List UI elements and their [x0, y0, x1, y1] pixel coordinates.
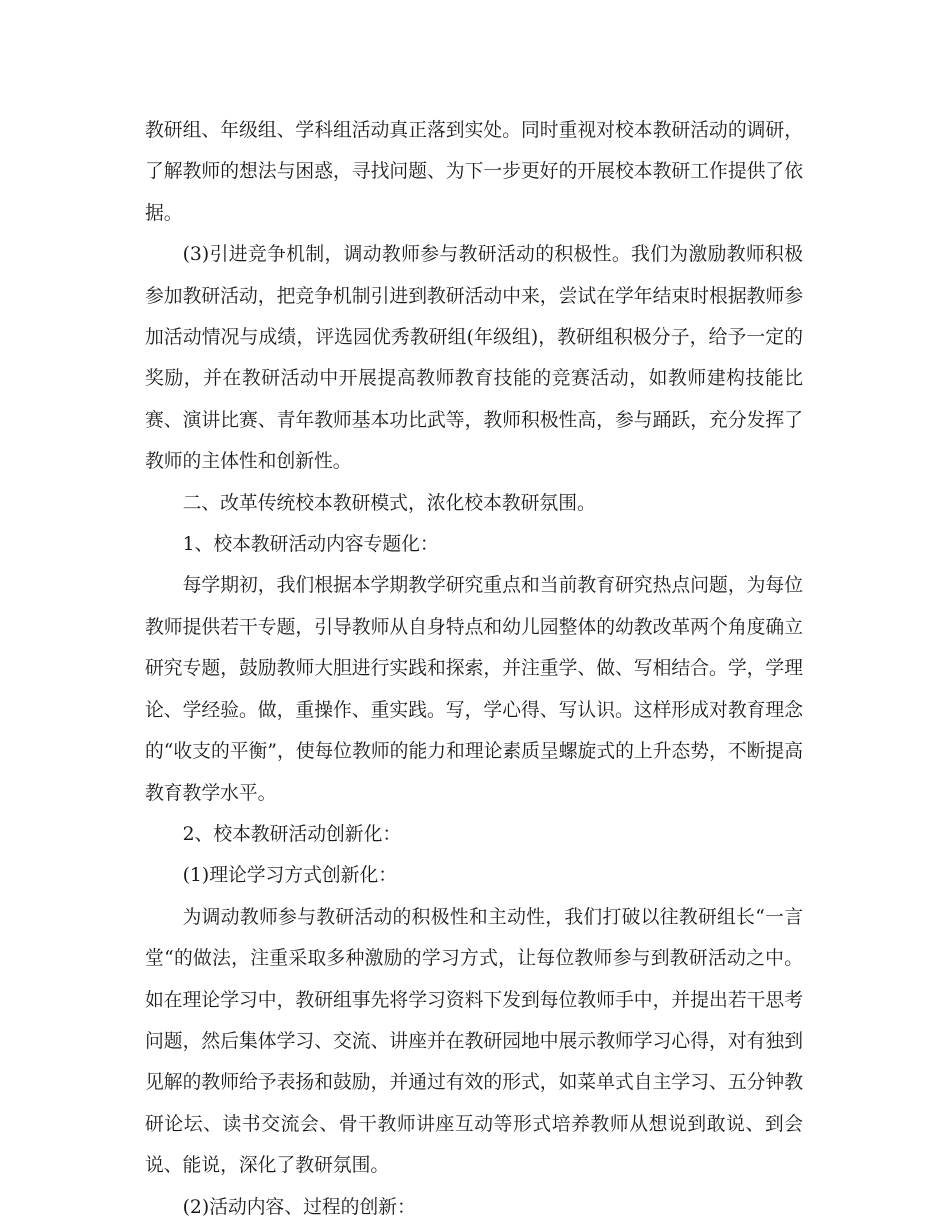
subheading-1: 1、校本教研活动内容专题化： — [182, 534, 439, 556]
section-heading-2: 二、改革传统校本教研模式，浓化校本教研氛围。 — [182, 492, 596, 514]
paragraph-1: 教研组、年级组、学科组活动真正落到实处。同时重视对校本教研活动的调研，了解教师的想法与困惑，寻找问题、为下一步更好的开展校本教研工作提供了依据。 — [145, 120, 803, 224]
paragraph-3: 每学期初，我们根据本学期教学研究重点和当前教育研究热点问题，为每位教师提供若干专题，引导教师从自身特点和幼儿园整体的幼教改革两个角度确立研究专题，鼓励教师大胆进行实践和探索，并注重学、做、写相结合。学，学理论、学经验。做，重操作、重实践。写，学心得、写认识。这样形成对教育理念的“收支的平衡”，使每位教师的能力和理论素质呈螺旋式的上升态势，不断提高教育教学水平。 — [145, 575, 803, 804]
subheading-2: 2、校本教研活动创新化： — [182, 823, 402, 845]
paragraph-2: (3)引进竞争机制，调动教师参与教研活动的积极性。我们为激励教师积极参加教研活动，把竞争机制引进到教研活动中来，尝试在学年结束时根据教师参加活动情况与成绩，评选园优秀教研组(年级组)，教研组积极分子，给予一定的奖励，并在教研活动中开展提高教师教育技能的竞赛活动，如教师建构技能比赛、演讲比赛、青年教师基本功比武等，教师积极性高，参与踊跃，充分发挥了教师的主体性和创新性。 — [145, 244, 803, 473]
paragraph-4: 为调动教师参与教研活动的积极性和主动性，我们打破以往教研组长“一言堂“的做法，注重采取多种激励的学习方式，让每位教师参与到教研活动之中。如在理论学习中，教研组事先将学习资料下发到每位教师手中，并提出若干思考问题，然后集体学习、交流、讲座并在教研园地中展示教师学习心得，对有独到见解的教师给予表扬和鼓励，并通过有效的形式，如菜单式自主学习、五分钟教研论坛、读书交流会、骨干教师讲座互动等形式培养教师从想说到敢说、到会说、能说，深化了教研氛围。 — [145, 906, 803, 1177]
document-body — [145, 110, 803, 1228]
subheading-2-1: (1)理论学习方式创新化： — [182, 865, 398, 887]
subheading-2-2: (2)活动内容、过程的创新： — [182, 1196, 416, 1218]
